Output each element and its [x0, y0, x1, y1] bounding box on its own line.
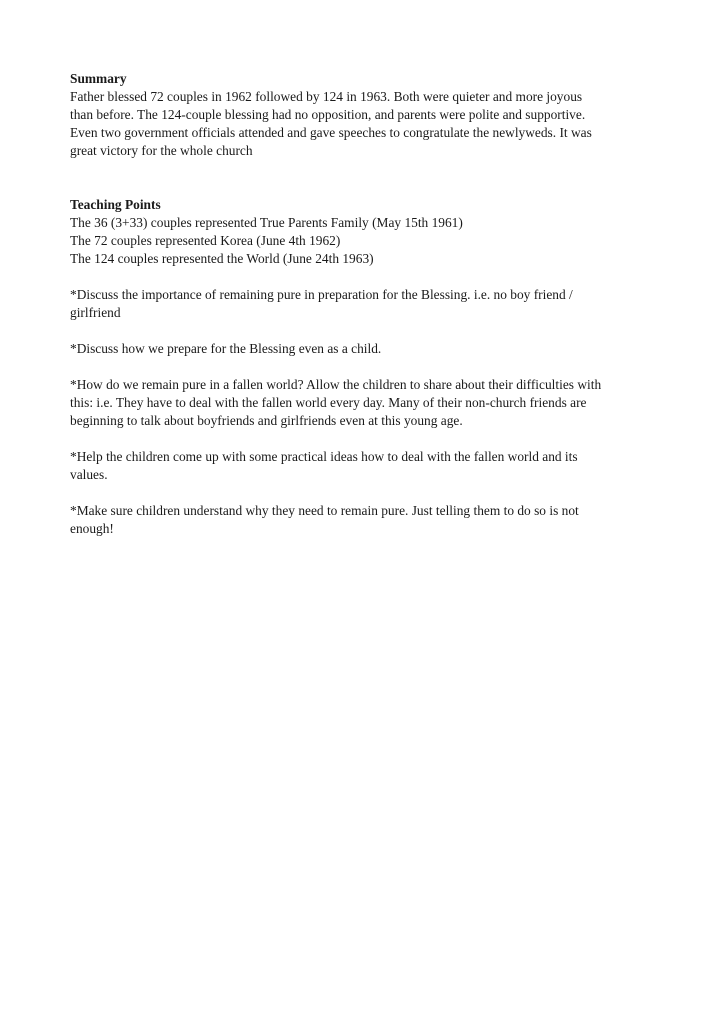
summary-line: great victory for the whole church	[70, 143, 253, 158]
teaching-point-line: values.	[70, 467, 108, 482]
couples-line: The 124 couples represented the World (June 24th 1963)	[70, 251, 374, 266]
teaching-point-line: *Discuss how we prepare for the Blessing even as a child.	[70, 341, 382, 356]
teaching-point-line: *Discuss the importance of remaining pure in preparation for the Blessing. i.e. no boy friend /	[70, 287, 573, 302]
summary-heading: Summary	[70, 71, 127, 86]
teaching-point-line: this: i.e. They have to deal with the fallen world every day. Many of their non-church friends are	[70, 395, 587, 410]
couples-line: The 72 couples represented Korea (June 4th 1962)	[70, 233, 341, 248]
teaching-point	[70, 448, 654, 484]
summary-line: Father blessed 72 couples in 1962 followed by 124 in 1963. Both were quieter and more joyous	[70, 89, 583, 104]
summary-line: Even two government officials attended and gave speeches to congratulate the newlyweds. It was	[70, 125, 592, 140]
teaching-point	[70, 286, 654, 322]
summary-section	[70, 70, 654, 160]
couples-line: The 36 (3+33) couples represented True Parents Family (May 15th 1961)	[70, 215, 463, 230]
teaching-points-section	[70, 196, 654, 538]
teaching-point-line: beginning to talk about boyfriends and girlfriends even at this young age.	[70, 413, 463, 428]
couples-list	[70, 214, 654, 268]
summary-line: than before. The 124-couple blessing had no opposition, and parents were polite and supportive.	[70, 107, 586, 122]
teaching-point-line: *Make sure children understand why they need to remain pure. Just telling them to do so is not	[70, 503, 579, 518]
teaching-point	[70, 502, 654, 538]
teaching-point-line: girlfriend	[70, 305, 121, 320]
teaching-points-heading: Teaching Points	[70, 197, 161, 212]
teaching-point-line: *Help the children come up with some practical ideas how to deal with the fallen world and its	[70, 449, 578, 464]
teaching-point-line: enough!	[70, 521, 114, 536]
teaching-point-line: *How do we remain pure in a fallen world? Allow the children to share about their difficulties with	[70, 377, 602, 392]
teaching-point	[70, 376, 654, 430]
teaching-point	[70, 340, 654, 358]
